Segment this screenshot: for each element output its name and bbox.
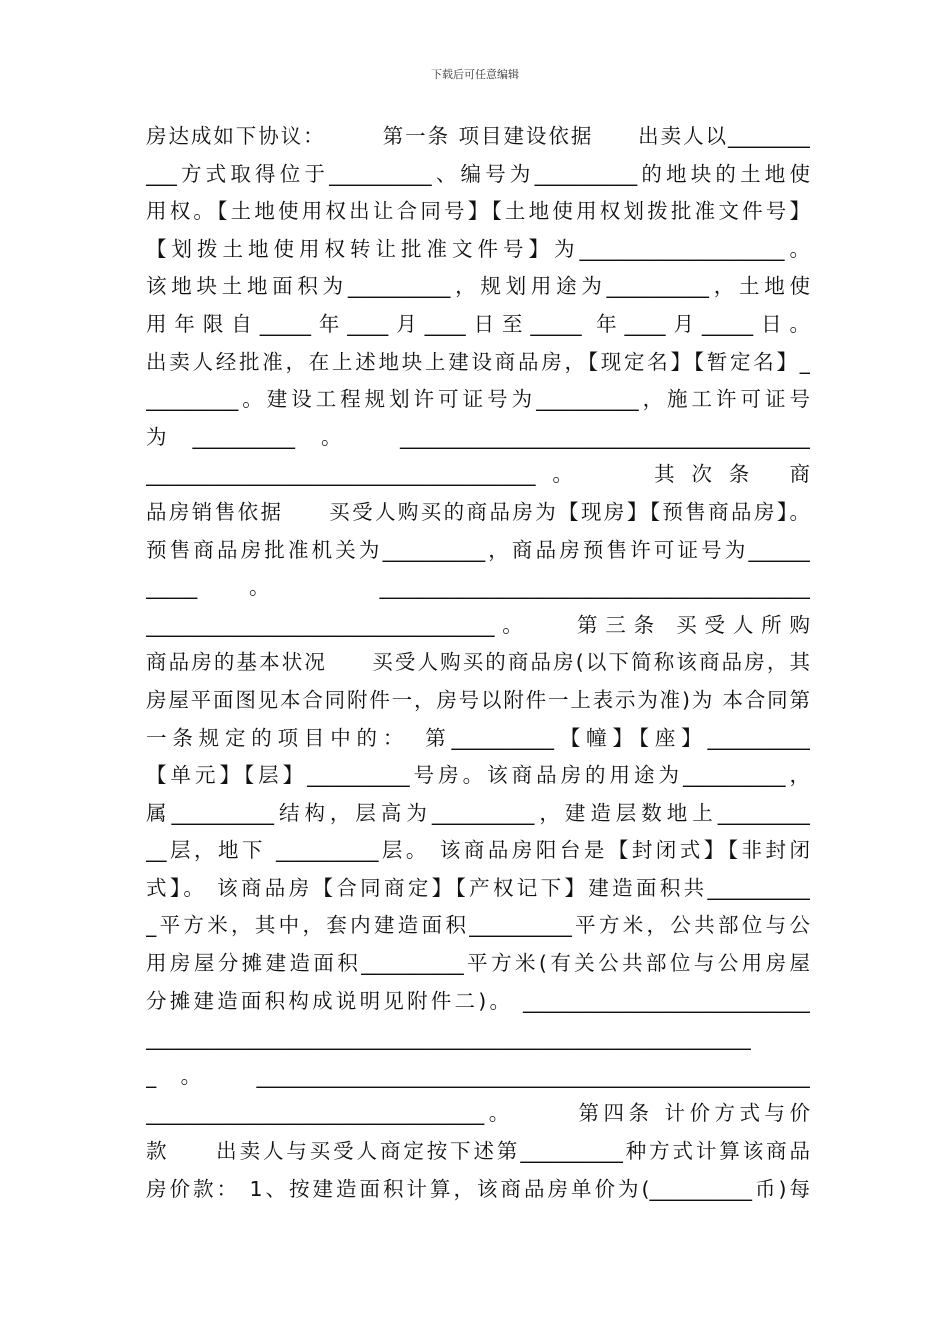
text-line: _平方米，其中，套内建造面积__________平方米，公共部位与公	[146, 913, 810, 938]
text-line: 用权。【土地使用权出让合同号】【土地使用权划拨批准文件号】	[146, 199, 810, 224]
text-line: 商品房的基本状况 买受人购买的商品房(以下简称该商品房，其	[146, 650, 810, 675]
text-line: ______________________________________。 其次条 商	[146, 462, 810, 487]
text-line: 分摊建造面积构成说明见附件二)。 ____________________________	[146, 988, 810, 1013]
text-line: 为__________。 ________________________________________	[146, 424, 810, 449]
text-line: 房达成如下协议： 第一条 项目建设依据 出卖人以________	[146, 124, 810, 148]
text-line: _____。 __________________________________________	[146, 575, 810, 600]
text-line: 房价款： 1、按建造面积计算，该商品房单价为(__________币)每	[146, 1176, 810, 1201]
text-line: 房屋平面图见本合同附件一，房号以附件一上表示为准)为 本合同第	[146, 687, 810, 712]
text-line: ___________________________________________________________	[146, 1026, 751, 1051]
page-header-note: 下载后可任意编辑	[431, 68, 519, 81]
text-line: 【单元】【层】__________号房。该商品房的用途为__________，	[146, 763, 810, 788]
text-line: 属__________结构，层高为__________，建造层数地上_________	[146, 800, 810, 825]
text-line: 出卖人经批准，在上述地块上建设商品房，【现定名】【暂定名】_	[146, 349, 810, 374]
contract-body-text	[146, 118, 810, 1208]
text-line: 【划拨土地使用权转让批准文件号】为____________________。	[146, 236, 810, 261]
text-line: _。 ______________________________________________________	[146, 1063, 810, 1088]
text-line: 该地块土地面积为__________，规划用途为__________，土地使	[146, 274, 810, 299]
text-line: _________________________________。 第四条 计价方式与价	[146, 1101, 810, 1126]
text-line: 预售商品房批准机关为__________，商品房预售许可证号为______	[146, 537, 810, 562]
text-line: 品房销售依据 买受人购买的商品房为【现房】【预售商品房】。	[146, 499, 810, 524]
text-line: 式】。 该商品房【合同商定】【产权记下】建造面积共__________	[146, 875, 810, 900]
text-line: 款 出卖人与买受人商定按下述第__________种方式计算该商品	[146, 1139, 810, 1164]
text-line: __________________________________。 第三条 买受人所购	[146, 612, 810, 637]
text-line: 用年限自_____年____月____日至_____ 年____月_____日。	[146, 311, 810, 336]
text-line: 用房屋分摊建造面积__________平方米(有关公共部位与公用房屋	[146, 951, 810, 976]
text-line: ___方式取得位于__________、编号为__________的地块的土地使	[146, 161, 810, 186]
text-line: __层，地下 __________层。 该商品房阳台是【封闭式】【非封闭	[146, 838, 810, 863]
text-line: 一条规定的项目中的： 第__________【幢】【座】__________	[146, 725, 810, 750]
text-line: _________。建设工程规划许可证号为__________，施工许可证号	[146, 387, 810, 412]
